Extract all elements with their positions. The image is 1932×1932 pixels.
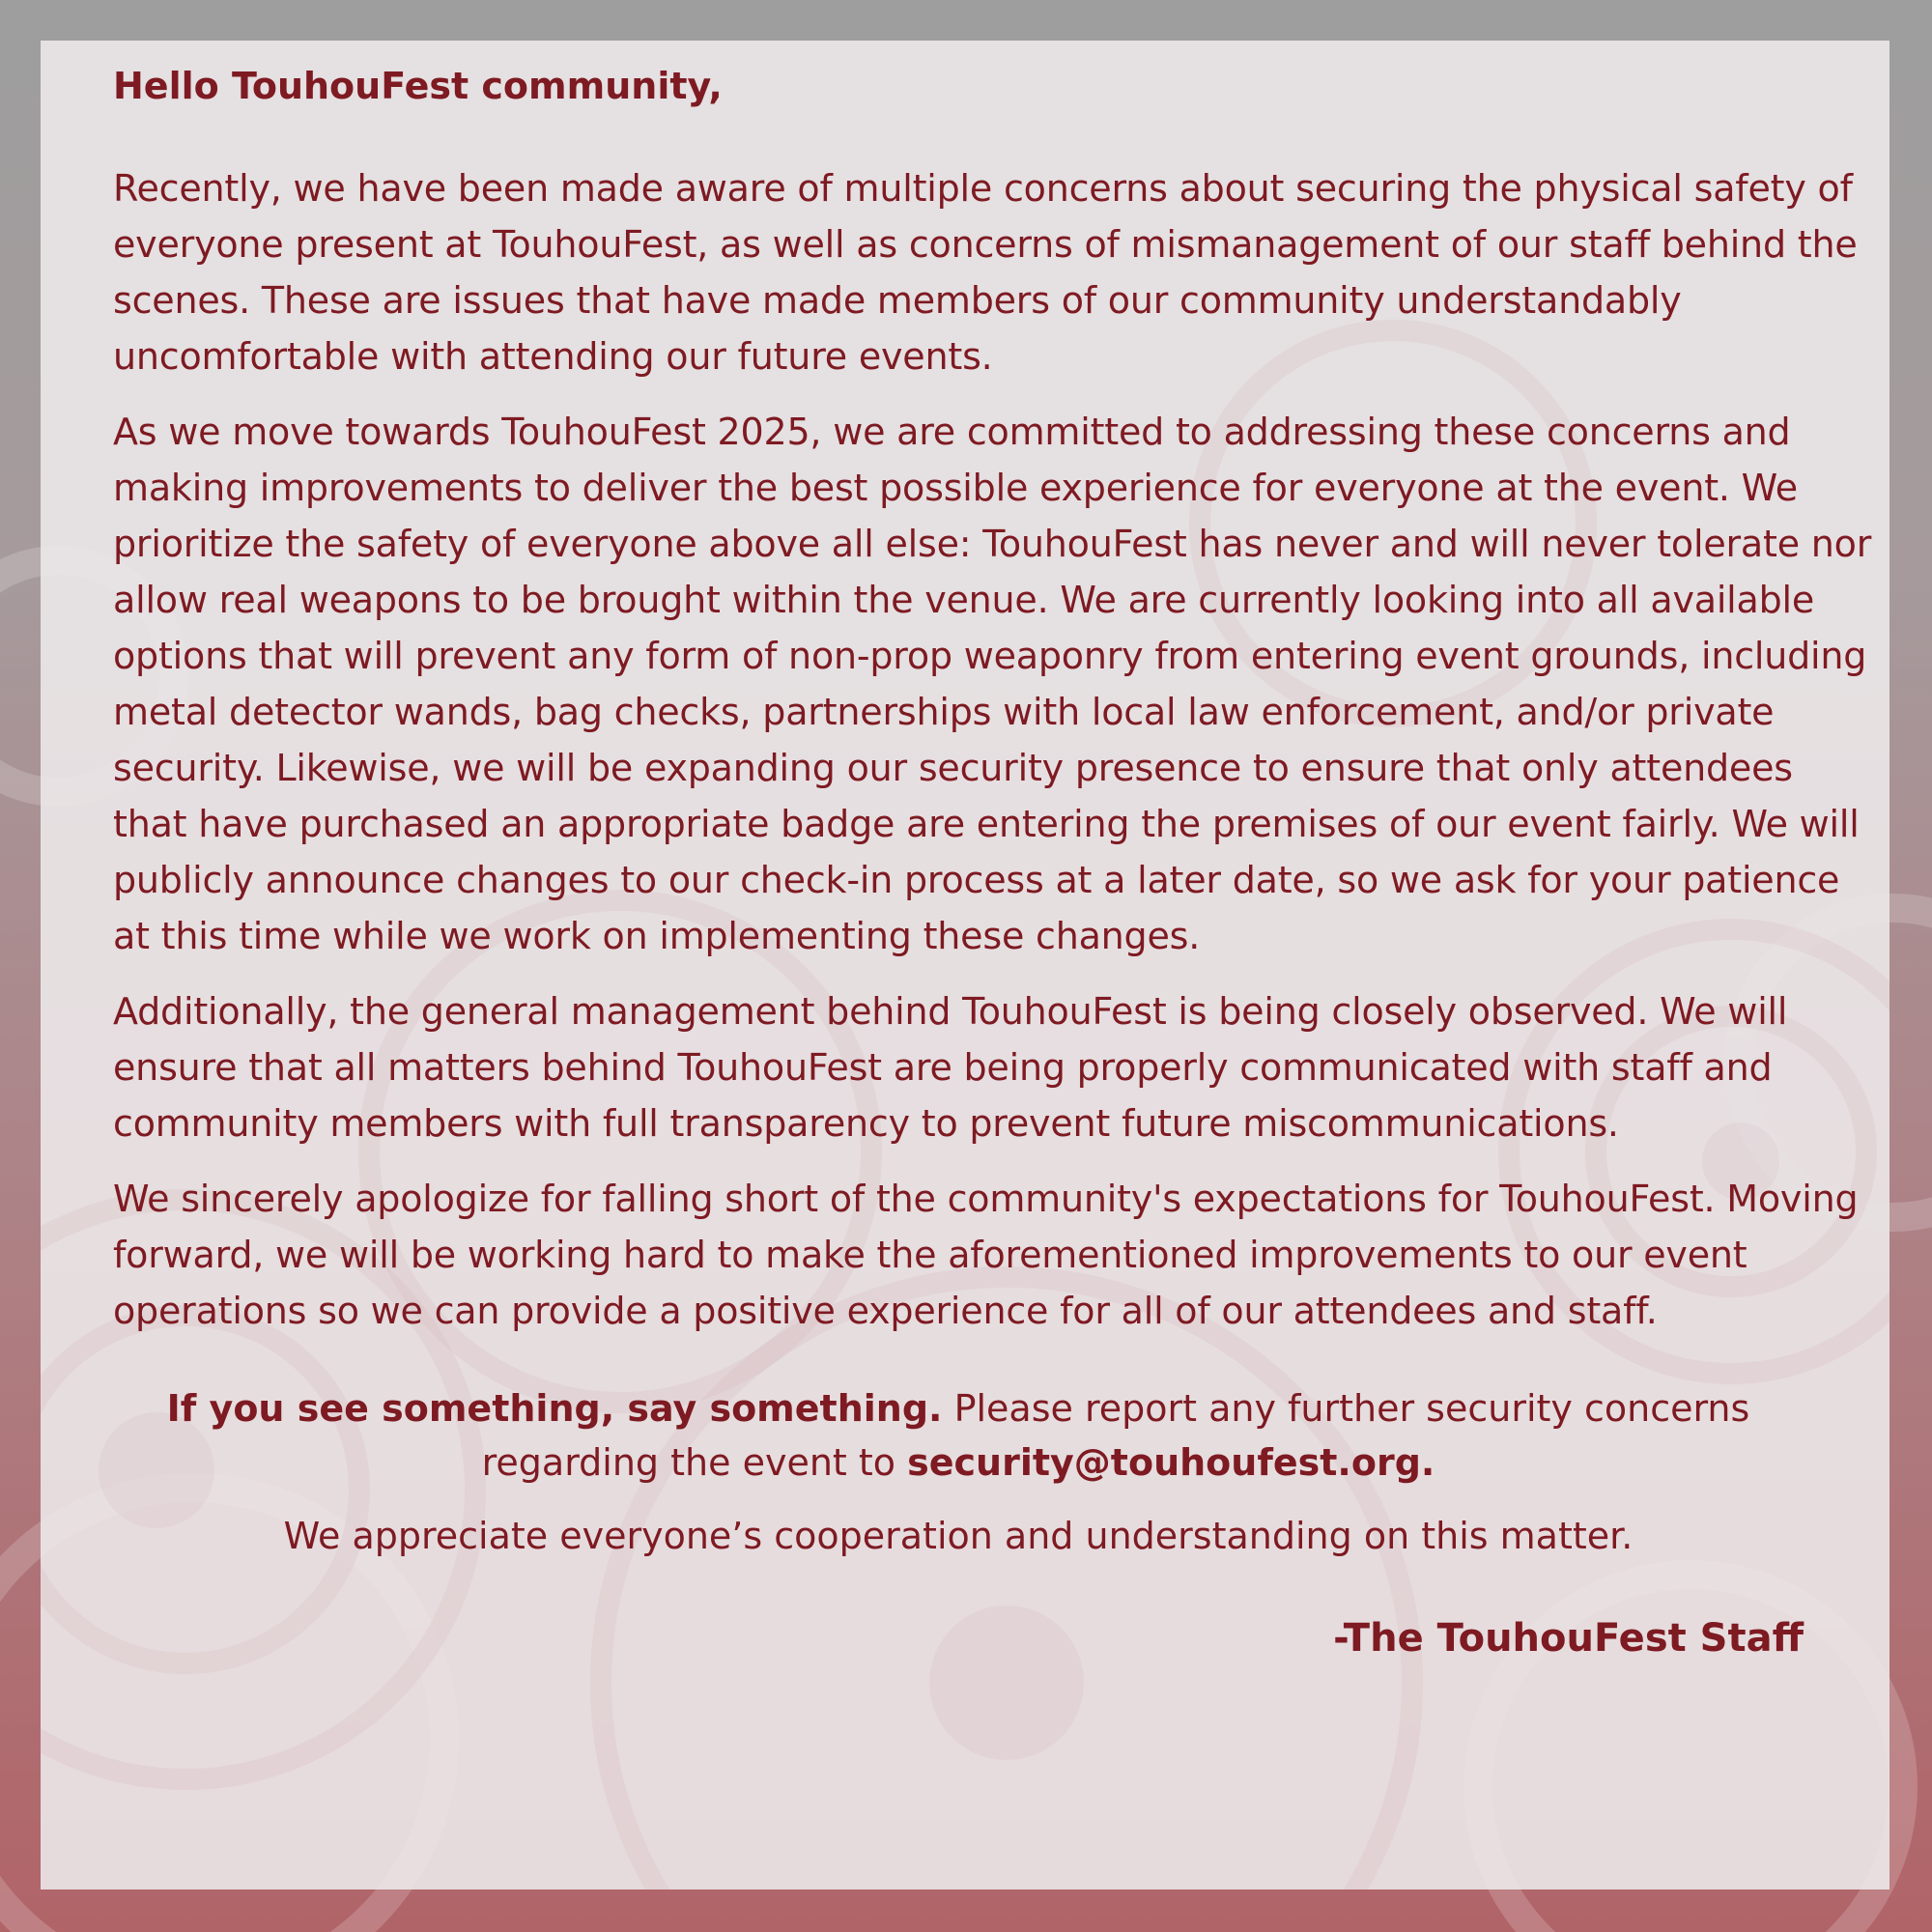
- appreciation-line: We appreciate everyone’s cooperation and understanding on this matter.: [283, 1515, 1634, 1557]
- announcement-card: [41, 41, 1889, 1889]
- paragraph-concerns: Recently, we have been made aware of multiple concerns about securing the physical safety of everyone present at TouhouFest, as well as concerns of mismanagement of our staff behind the scenes. These are issues that have made members of our community understandably uncomfortable with attending our future events.: [113, 167, 1858, 378]
- greeting: Hello TouhouFest community,: [113, 65, 723, 107]
- letter-body: [113, 58, 1876, 1667]
- paragraph-management: Additionally, the general management behind TouhouFest is being closely observed. We will ensure that all matters behind TouhouFest are being properly communicated with staff and community members with full transparency to prevent future miscommunications.: [113, 990, 1788, 1145]
- report-slogan: If you see something, say something.: [166, 1387, 943, 1430]
- report-notice: [113, 1381, 1804, 1490]
- signature: -The TouhouFest Staff: [1333, 1616, 1804, 1661]
- security-email-link[interactable]: security@touhoufest.org.: [907, 1441, 1435, 1484]
- paragraph-apology: We sincerely apologize for falling short of the community's expectations for TouhouFest. Moving forward, we will be working hard to make the aforementioned improvements to our event operations so we can provide a positive experience for all of our attendees and staff.: [113, 1178, 1859, 1332]
- report-text: Please report any further security concerns regarding the event to: [481, 1387, 1750, 1484]
- paragraph-safety-plan: As we move towards TouhouFest 2025, we are committed to addressing these concerns and making improvements to deliver the best possible experience for everyone at the event. We prioritize the safety of everyone above all else: TouhouFest has never and will never tolerate nor allow real weapons to be brought within the venue. We are currently looking into all available options that will prevent any form of non-prop weaponry from entering event grounds, including metal detector wands, bag checks, partnerships with local law enforcement, and/or private security. Likewise, we will be expanding our security presence to ensure that only attendees that have purchased an appropriate badge are entering the premises of our event fairly. We will publicly announce changes to our check-in process at a later date, so we ask for your patience at this time while we work on implementing these changes.: [113, 411, 1872, 957]
